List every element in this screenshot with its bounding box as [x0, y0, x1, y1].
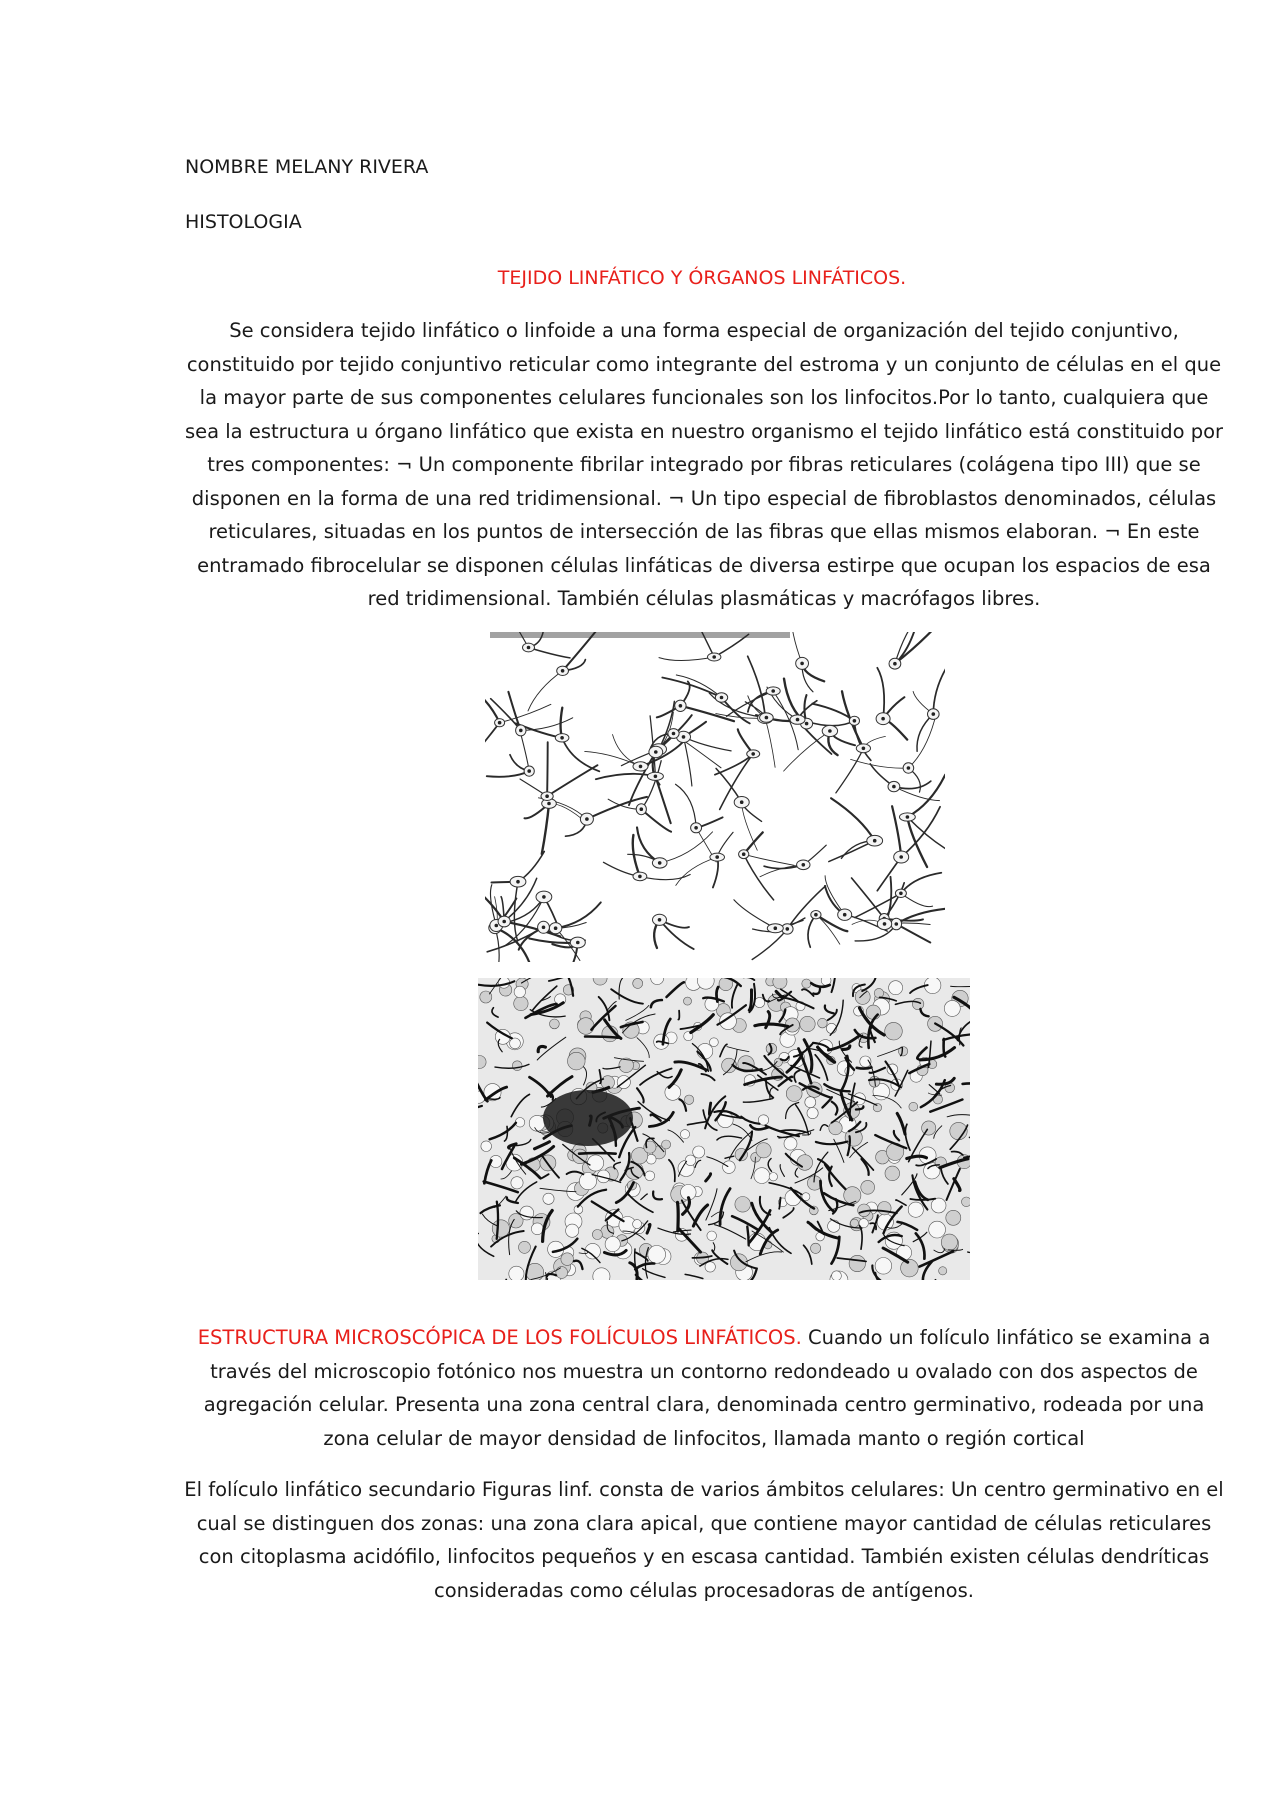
cell-nucleus [853, 719, 857, 723]
cell-nucleus [881, 717, 885, 721]
cell-nucleus [862, 747, 866, 751]
cell-nucleus [796, 718, 800, 722]
cell-nucleus [654, 775, 658, 779]
lymphocyte [885, 1166, 900, 1181]
lymphocyte [705, 1262, 715, 1272]
lymphocyte [850, 1219, 858, 1227]
cell-nucleus [814, 913, 818, 917]
lymphocyte [912, 998, 923, 1009]
reticular-fiber [747, 1227, 748, 1246]
cell-nucleus [774, 926, 778, 930]
cell-nucleus [715, 855, 719, 859]
lymphocyte [645, 1171, 655, 1181]
cell-nucleus [545, 794, 549, 798]
lymphocyte [946, 1210, 961, 1225]
lymphocyte [578, 1018, 595, 1035]
reticular-tissue-drawing [485, 632, 945, 962]
lymphocyte [556, 1267, 568, 1279]
lymphocyte [531, 1223, 543, 1235]
lymphocyte [889, 981, 903, 995]
lymphocyte [511, 1177, 523, 1189]
lymphocyte [818, 1018, 828, 1028]
cell-nucleus [672, 732, 676, 736]
lymphocyte [481, 1141, 492, 1152]
lymphocyte [723, 1161, 736, 1174]
cell-nucleus [907, 766, 911, 770]
lymphocyte [730, 1254, 747, 1271]
lymphocyte [680, 1130, 689, 1139]
subject-line: HISTOLOGIA [185, 211, 302, 233]
reticular-fiber [547, 742, 548, 796]
cell-nucleus [786, 927, 790, 931]
lymphocyte [866, 1005, 880, 1019]
cell-nucleus [502, 920, 506, 924]
lymphocyte [592, 1230, 602, 1240]
lymphocyte [512, 1061, 522, 1071]
cell-nucleus [740, 800, 744, 804]
lymphocyte [786, 1086, 802, 1102]
lymphocyte [693, 1146, 705, 1158]
lymphocyte [633, 1220, 642, 1229]
lymphocyte [784, 1137, 797, 1150]
lymphocyte [648, 1246, 666, 1264]
reticular-fiber [497, 1202, 498, 1239]
lymphocyte [829, 1121, 842, 1134]
reticular-fiber [857, 1067, 872, 1068]
section1-paragraph: Se considera tejido linfático o linfoide a una forma especial de organización del tejido conjuntivo, constituido por tejido conjuntivo reticular como integrante del estroma y un conjunto de células en el que la mayor parte de sus componentes celulares funcionales son los linfocitos.Por lo tanto, cualquiera que sea la estructura u órgano linfático que exista en nuestro organismo el tejido linfático está constituido por tres componentes: ¬ Un componente fibrilar integrado por fibras reticulares (colágena tipo III) que se disponen en la forma de una red tridimensional. ¬ Un tipo especial de fibroblastos denominados, células reticulares, situadas en los puntos de intersección de las fibras que ellas mismos elaboran. ¬ En este entramado fibrocelular se disponen células linfáticas de diversa estirpe que ocupan los espacios de esa red tridimensional. También células plasmáticas y macrófagos libres. [184, 319, 1224, 610]
lymphocyte [939, 1267, 947, 1275]
cell-nucleus [893, 662, 897, 666]
reticular-fiber [779, 1198, 780, 1209]
lymphocyte [922, 1121, 936, 1135]
lymphocyte [514, 986, 525, 997]
lymphocyte [735, 1197, 751, 1213]
lymphocyte [861, 1180, 875, 1194]
cell-nucleus [892, 785, 896, 789]
lymphocyte [931, 1198, 946, 1213]
lymphocyte [773, 978, 787, 989]
lymphocyte [529, 1115, 545, 1131]
lymphocyte [908, 1202, 923, 1217]
lymphocyte [807, 1108, 818, 1119]
cell-nucleus [802, 863, 806, 867]
lymphocyte [885, 1022, 903, 1040]
cell-nucleus [800, 662, 804, 666]
lymphocyte [941, 1234, 957, 1250]
lymphocyte [797, 1155, 813, 1171]
cell-nucleus [542, 926, 546, 930]
cell-nucleus [554, 926, 558, 930]
lymphocyte [588, 1155, 604, 1171]
cell-nucleus [560, 736, 564, 740]
reticular-fiber [579, 1153, 616, 1154]
cell-nucleus [682, 735, 686, 739]
lymphocyte [769, 1173, 777, 1181]
lymphocyte [929, 1221, 946, 1238]
cell-nucleus [932, 712, 936, 716]
lymphocyte [662, 1140, 671, 1149]
cell-nucleus [639, 765, 643, 769]
cell-nucleus [873, 839, 877, 843]
lymphocyte [566, 1224, 579, 1237]
lymphocyte [710, 1038, 719, 1047]
lymphocyte [561, 1253, 574, 1266]
cell-nucleus [495, 924, 499, 928]
cell-nucleus [899, 855, 903, 859]
cell-nucleus [771, 689, 775, 693]
lymphocyte [944, 1000, 960, 1016]
section2-paragraph [184, 1321, 1224, 1455]
cell-nucleus [527, 769, 531, 773]
lymphocyte [684, 1095, 693, 1104]
lymphocyte [605, 1237, 620, 1252]
lymphocyte [510, 1038, 521, 1049]
lymphocyte [800, 1016, 815, 1031]
lymphocyte [832, 1271, 842, 1280]
cell-nucleus [658, 918, 662, 922]
cell-nucleus [679, 704, 683, 708]
lymphocyte [849, 1255, 865, 1271]
lymphocyte [550, 1019, 560, 1029]
lymphocyte [633, 978, 643, 988]
cell-nucleus [712, 655, 716, 659]
cell-nucleus [585, 817, 589, 821]
lymphocyte [514, 996, 528, 1010]
cell-nucleus [899, 892, 903, 896]
reticular-fibers-micrograph-svg [478, 978, 970, 1280]
lymphocyte [756, 1143, 771, 1158]
lymphocyte [878, 1202, 891, 1215]
reticular-fiber [678, 1011, 679, 1020]
cell-nucleus [516, 880, 520, 884]
lymphocyte [685, 1155, 696, 1166]
cell-nucleus [751, 752, 755, 756]
cell-nucleus [694, 826, 698, 830]
cell-nucleus [547, 802, 551, 806]
lymphocyte [805, 1097, 816, 1108]
lymphocyte [874, 988, 883, 997]
lymphocyte [707, 1231, 717, 1241]
section-title-follicle-structure: ESTRUCTURA MICROSCÓPICA DE LOS FOLÍCULOS LINFÁTICOS. [197, 1326, 802, 1349]
lymphocyte [568, 1052, 586, 1070]
lymphocyte [811, 1243, 821, 1253]
lymphocyte [665, 1085, 681, 1101]
cell-nucleus [895, 922, 899, 926]
cell-nucleus [638, 875, 642, 879]
lymphocyte [909, 1102, 918, 1111]
student-name-line: NOMBRE MELANY RIVERA [185, 156, 429, 178]
lymphocyte [901, 1259, 919, 1277]
cell-nucleus [654, 750, 658, 754]
reticular-fiber [585, 1036, 618, 1037]
cell-nucleus [576, 941, 580, 945]
cell-nucleus [498, 721, 502, 725]
cell-nucleus [658, 861, 662, 865]
lymphocyte [962, 1197, 971, 1207]
lymphocyte [684, 997, 692, 1005]
cell-nucleus [906, 815, 910, 819]
reticular-fiber [678, 1202, 679, 1231]
reticular-tissue-drawing-svg [485, 632, 945, 962]
cell-nucleus [883, 922, 887, 926]
cell-nucleus [561, 669, 565, 673]
cell-nucleus [542, 895, 546, 899]
lymphocyte [828, 1220, 840, 1232]
lymphocyte [509, 1266, 524, 1280]
cell-nucleus [527, 646, 531, 650]
cell-nucleus [519, 729, 523, 733]
cell-nucleus [805, 722, 809, 726]
section-title-lymphatic-tissue: TEJIDO LINFÁTICO Y ÓRGANOS LINFÁTICOS. [497, 267, 907, 289]
section3-paragraph: El folículo linfático secundario Figuras linf. consta de varios ámbitos celulares: Un centro germinativo en el cual se distinguen dos zonas: una zona clara apical, que contiene mayor cantidad de células reticulares con citoplasma acidófilo, linfocitos pequeños y en escasa cantidad. También existen células dendríticas consideradas como células procesadoras de antígenos. [184, 1478, 1224, 1602]
lymphocyte [519, 1241, 531, 1253]
lymphocyte [543, 1193, 554, 1204]
lymphocyte [754, 1168, 770, 1184]
cell-nucleus [828, 729, 832, 733]
cell-nucleus [640, 807, 644, 811]
lymphocyte [875, 1258, 892, 1275]
cell-nucleus [765, 716, 769, 720]
section2-body: Cuando un folículo linfático se examina a través del microscopio fotónico nos muestra un contorno redondeado u ovalado con dos aspectos de agregación celular. Presenta una zona central clara, denominada centro germinativo, rodeada por una zona celular de mayor densidad de linfocitos, llamada manto o región cortical [203, 1326, 1211, 1450]
reticular-fibers-micrograph [478, 978, 970, 1280]
cell-nucleus [742, 852, 746, 856]
lymphocyte [802, 979, 811, 988]
cell-nucleus [843, 913, 847, 917]
cell-nucleus [720, 696, 724, 700]
reticular-fiber [709, 1103, 710, 1115]
